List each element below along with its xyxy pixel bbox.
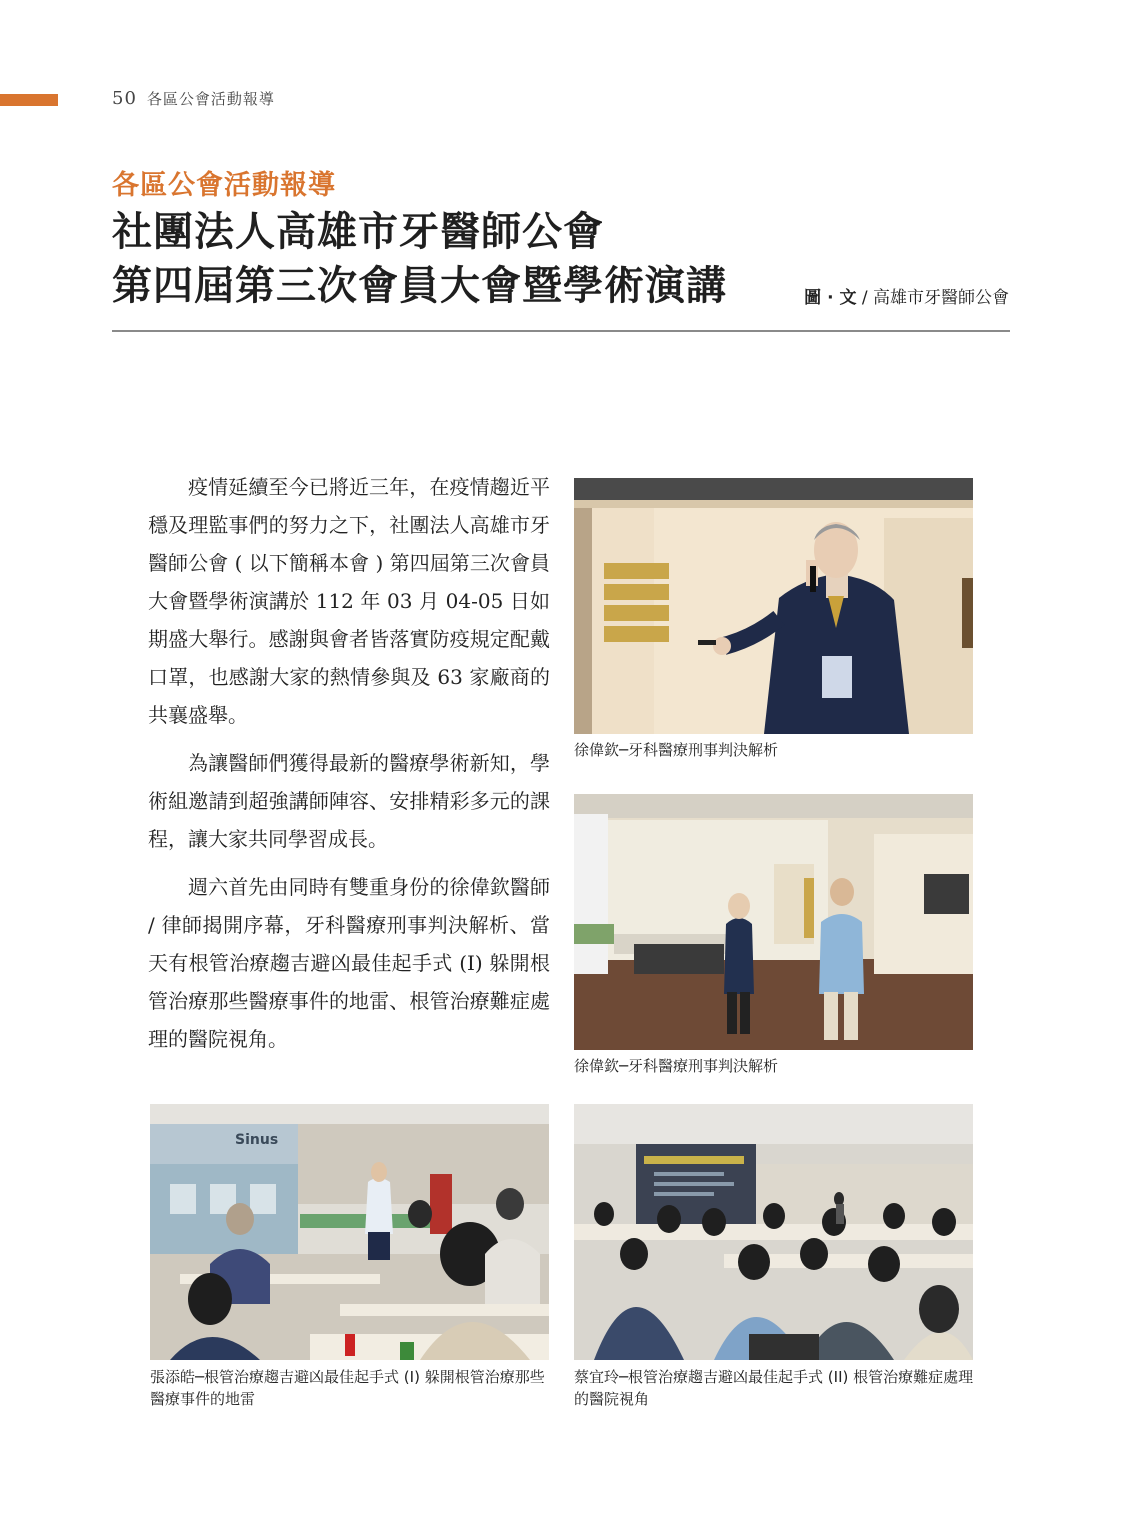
body-paragraph: 為讓醫師們獲得最新的醫療學術新知，學術組邀請到超強講師陣容、安排精彩多元的課程，讓大家共同學習成長。: [148, 751, 550, 851]
byline: [804, 283, 1009, 308]
article-body: [148, 468, 550, 1068]
photo-caption: 徐偉欽─牙科醫療刑事判決解析: [574, 741, 779, 759]
title-line-1: 社團法人高雄市牙醫師公會: [112, 209, 604, 255]
accent-bar: [0, 94, 58, 106]
photo-speaker-2: [574, 794, 973, 1050]
byline-label: 圖 · 文: [804, 288, 857, 308]
article-title: [112, 205, 727, 313]
title-divider: [112, 330, 1010, 332]
running-header: [112, 88, 275, 109]
section-label: 各區公會活動報導: [112, 170, 336, 201]
body-paragraph: 週六首先由同時有雙重身份的徐偉欽醫師 / 律師揭開序幕，牙科醫療刑事判決解析、當天有根管治療趨吉避凶最佳起手式 (I) 躲開根管治療那些醫療事件的地雷、根管治療難症處理的醫院視角。: [148, 875, 550, 1051]
photo-caption: 徐偉欽─牙科醫療刑事判決解析: [574, 1057, 779, 1075]
title-line-2: 第四屆第三次會員大會暨學術演講: [112, 263, 727, 309]
page-number: 50: [112, 88, 137, 109]
running-head-title: 各區公會活動報導: [146, 90, 275, 108]
byline-separator: /: [856, 288, 873, 308]
photo-caption: 張添皓─根管治療趨吉避凶最佳起手式 (I) 躲開根管治療那些醫療事件的地雷: [150, 1368, 545, 1408]
photo-speaker-1: [574, 478, 973, 734]
photo-caption: 蔡宜玲─根管治療趨吉避凶最佳起手式 (II) 根管治療難症處理的醫院視角: [574, 1368, 974, 1408]
photo-lecture-hall-2: [574, 1104, 973, 1360]
photo-lecture-hall-1: [150, 1104, 549, 1360]
slide-title: Sinus: [235, 1132, 279, 1148]
body-paragraph: 疫情延續至今已將近三年，在疫情趨近平穩及理監事們的努力之下，社團法人高雄市牙醫師公會 ( 以下簡稱本會 ) 第四屆第三次會員大會暨學術演講於 112 年 03 月 04-05 日如期盛大舉行。感謝與會者皆落實防疫規定配戴口罩，也感謝大家的熱情參與及 63 家廠商的共襄盛舉。: [148, 475, 550, 727]
byline-author: 高雄市牙醫師公會: [873, 288, 1009, 308]
